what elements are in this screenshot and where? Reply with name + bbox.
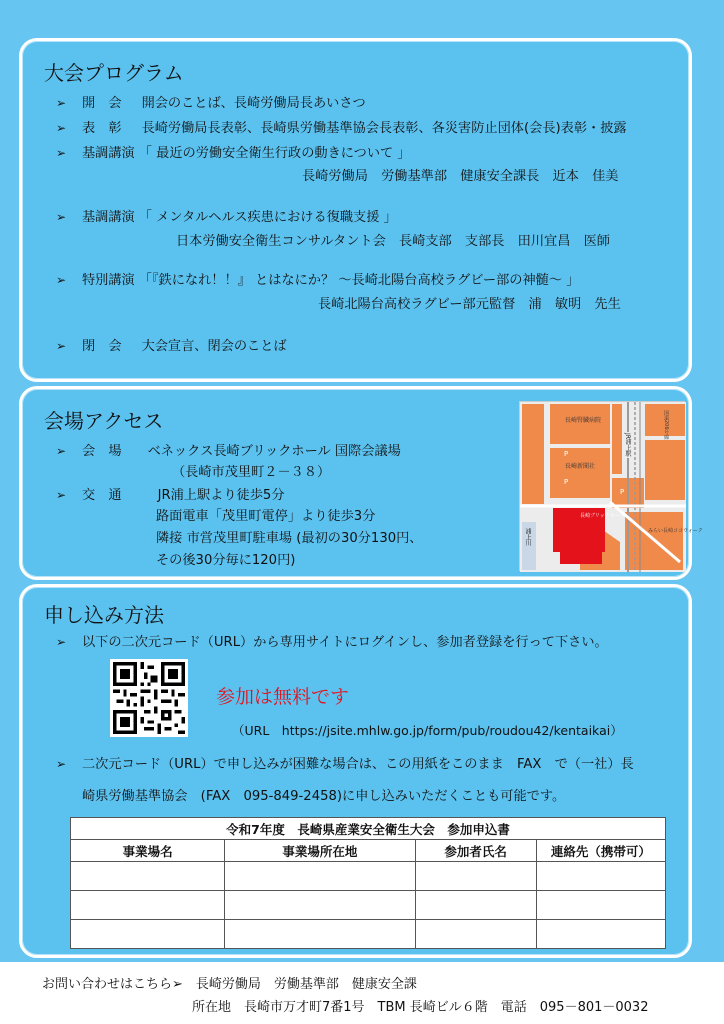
svg-text:長崎新聞社: 長崎新聞社 <box>565 463 596 470</box>
form-cell[interactable] <box>225 920 415 949</box>
map-river-label: 浦上川 <box>524 528 531 546</box>
qr-code-icon <box>113 662 185 734</box>
arrow-icon: ➢ <box>56 488 67 502</box>
form-header-participant: 参加者氏名 <box>415 840 536 862</box>
apply-panel <box>19 584 692 958</box>
form-header-contact: 連絡先（携帯可） <box>536 840 665 862</box>
form-cell[interactable] <box>71 920 225 949</box>
map-parking-icon: P <box>620 488 625 496</box>
form-cell[interactable] <box>225 891 415 920</box>
program-item-closing: ➢ 閉 会 大会宣言、閉会のことば <box>56 339 287 354</box>
form-cell[interactable] <box>71 891 225 920</box>
form-caption: 令和7年度 長崎県産業安全衛生大会 参加申込書 <box>71 818 666 840</box>
program-keynote1-speaker: 長崎労働局 労働基準部 健康安全課長 近本 佳美 <box>302 169 619 184</box>
access-map <box>519 401 703 571</box>
qr-code[interactable] <box>110 659 188 737</box>
map-road-label: 国道206号線 <box>663 410 669 440</box>
map-jr-label: JR浦上駅 <box>624 433 631 457</box>
program-item-special: ➢ 特別講演 「『鉄になれ！！』 とはなにか？ ～長崎北陽台高校ラグビー部の神髄～ 」 <box>56 273 580 288</box>
arrow-icon: ➢ <box>56 757 67 771</box>
form-row <box>71 891 666 920</box>
form-cell[interactable] <box>536 891 665 920</box>
arrow-icon: ➢ <box>56 339 67 353</box>
form-header-company: 事業場名 <box>71 840 225 862</box>
program-item-opening: ➢ 開 会 開会のことば、長崎労働局長あいさつ <box>56 96 366 111</box>
form-cell[interactable] <box>536 920 665 949</box>
footer-contact: お問い合わせはこちら➢ 長崎労働局 労働基準部 健康安全課 <box>42 977 417 992</box>
form-header-address: 事業場所在地 <box>225 840 415 862</box>
form-cell[interactable] <box>71 862 225 891</box>
program-keynote2-speaker: 日本労働安全衛生コンサルタント会 長崎支部 支部長 田川宜昌 医師 <box>176 234 610 249</box>
program-item-awards: ➢ 表 彰 長崎労働局長表彰、長崎県労働基準協会長表彰、各災害防止団体(会長)表彰・披露 <box>56 121 627 136</box>
application-form <box>70 817 666 949</box>
program-item-keynote1: ➢ 基調講演 「 最近の労働安全衛生行政の動きについて 」 <box>56 146 411 161</box>
arrow-icon: ➢ <box>56 96 67 110</box>
free-notice: 参加は無料です <box>216 686 350 708</box>
apply-fax-instruction-cont: 崎県労働基準協会 (FAX 095-849-2458)に申し込みいただくことも可能です。 <box>82 789 566 804</box>
footer-address: 所在地 長崎市万才町7番1号 TBM 長崎ビル６階 電話 095－801－0032 <box>192 1000 649 1015</box>
apply-fax-instruction: ➢ 二次元コード（URL）で申し込みが困難な場合は、この用紙をこのまま FAX で（一社）長 <box>56 757 634 772</box>
map-graphic <box>520 402 703 572</box>
map-parking-icon: P <box>564 450 569 458</box>
arrow-icon: ➢ <box>56 444 67 458</box>
access-venue: ➢ 会 場 ベネックス長崎ブリックホール 国際会議場 <box>56 444 401 459</box>
program-title: 大会プログラム <box>44 61 184 85</box>
map-parking-icon: P <box>564 478 569 486</box>
apply-title: 申し込み方法 <box>44 603 164 627</box>
access-venue-address: （長崎市茂里町２－３８） <box>172 465 331 480</box>
arrow-icon: ➢ <box>56 146 67 160</box>
form-cell[interactable] <box>225 862 415 891</box>
arrow-icon: ➢ <box>56 121 67 135</box>
access-transport-parking-fee: その後30分毎に120円) <box>156 553 296 568</box>
program-panel <box>19 38 692 382</box>
access-transport-parking: 隣接 市営茂里町駐車場 (最初の30分130円、 <box>156 531 423 546</box>
form-cell[interactable] <box>415 920 536 949</box>
access-transport-tram: 路面電車「茂里町電停」より徒歩3分 <box>156 509 376 524</box>
apply-url[interactable]: （URL https://jsite.mhlw.go.jp/form/pub/roudou42/kentaikai） <box>232 723 623 738</box>
form-cell[interactable] <box>415 891 536 920</box>
footer <box>0 962 724 1024</box>
program-item-keynote2: ➢ 基調講演 「 メンタルヘルス疾患における復職支援 」 <box>56 210 397 225</box>
svg-text:みらい長崎ココウォーク: みらい長崎ココウォーク <box>648 528 703 534</box>
arrow-icon: ➢ <box>56 635 67 649</box>
svg-text:長崎ブリックホール: 長崎ブリックホール <box>580 513 625 519</box>
program-special-speaker: 長崎北陽台高校ラグビー部元監督 浦 敏明 先生 <box>318 297 621 312</box>
apply-instruction: ➢ 以下の二次元コード（URL）から専用サイトにログインし、参加者登録を行って下さい。 <box>56 635 608 650</box>
svg-text:長崎腎臓病院: 長崎腎臓病院 <box>565 417 602 424</box>
form-cell[interactable] <box>536 862 665 891</box>
access-panel <box>19 386 703 580</box>
access-transport: ➢ 交 通 JR浦上駅より徒歩5分 <box>56 488 285 503</box>
form-row <box>71 920 666 949</box>
form-cell[interactable] <box>415 862 536 891</box>
arrow-icon: ➢ <box>56 273 67 287</box>
form-row <box>71 862 666 891</box>
arrow-icon: ➢ <box>56 210 67 224</box>
access-title: 会場アクセス <box>44 409 164 433</box>
